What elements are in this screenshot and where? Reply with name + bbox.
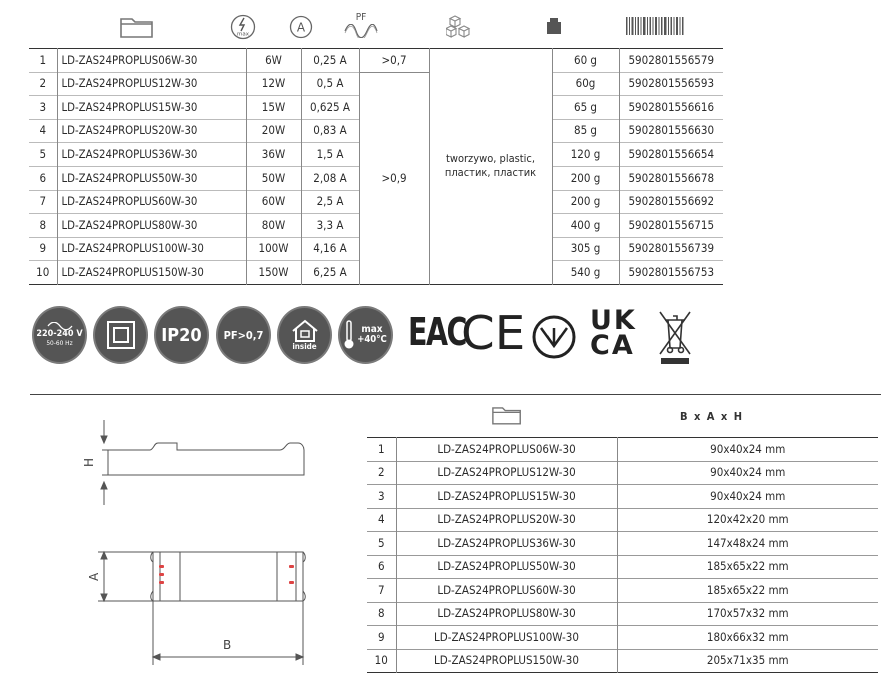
dimensions-table (367, 437, 878, 673)
row-number: 8 (367, 602, 396, 626)
temp-max-label: max (361, 324, 383, 336)
row-number: 1 (377, 441, 385, 456)
table-row (367, 602, 878, 626)
dims-cell: 185x65x22 mm (617, 579, 878, 603)
weee-bin-icon (656, 308, 694, 366)
row-number: 7 (367, 579, 396, 603)
amp-label: A (296, 20, 306, 35)
voltage-sub: 50-60 Hz (46, 339, 73, 348)
ce-mark: CE (461, 306, 526, 360)
table-row (367, 626, 878, 650)
inside-badge (277, 306, 332, 364)
ean-cell: 5902801556616 (619, 96, 723, 120)
weight-cell: 65 g (552, 96, 619, 120)
ean-cell: 5902801556630 (619, 119, 723, 143)
model-cell: LD-ZAS24PROPLUS20W-30 (57, 119, 246, 143)
inside-label: inside (292, 342, 317, 351)
power-cell: 50W (246, 166, 301, 190)
table-row (367, 508, 878, 532)
current-cell: 3,3 A (301, 214, 359, 238)
model-cell: LD-ZAS24PROPLUS12W-30 (396, 461, 617, 485)
weight-cell: 60g (552, 72, 619, 96)
current-cell: 0,83 A (301, 119, 359, 143)
ukca-bottom: CA (590, 330, 635, 361)
table-row (367, 461, 878, 485)
power-cell: 20W (246, 119, 301, 143)
weight-cell: 200 g (552, 166, 619, 190)
voltage-badge (32, 306, 87, 364)
power-cell: 60W (246, 190, 301, 214)
model-cell: LD-ZAS24PROPLUS60W-30 (396, 579, 617, 603)
model-cell: LD-ZAS24PROPLUS60W-30 (57, 190, 246, 214)
pf-badge (216, 306, 271, 364)
weight-cell: 540 g (552, 261, 619, 285)
weight-cell: 120 g (552, 143, 619, 167)
power-max-icon (230, 14, 256, 40)
material-cubes-icon (446, 14, 474, 40)
dims-cell: 170x57x32 mm (617, 602, 878, 626)
pf-cell-merged: >0,9 (359, 72, 429, 284)
row-number: 10 (367, 649, 396, 673)
sine-wave-icon (344, 24, 378, 38)
model-cell: LD-ZAS24PROPLUS15W-30 (57, 96, 246, 120)
ip20-badge (154, 306, 209, 364)
table-row (367, 532, 878, 556)
pf-badge-label: PF>0,7 (223, 328, 264, 342)
dims-header: B x A x H (680, 410, 744, 423)
thermometer-icon (344, 320, 354, 350)
ean-cell: 5902801556654 (619, 143, 723, 167)
power-cell: 15W (246, 96, 301, 120)
section-divider (30, 394, 881, 395)
table-row (29, 72, 723, 96)
model-cell: LD-ZAS24PROPLUS100W-30 (396, 626, 617, 650)
row-number: 9 (29, 237, 57, 261)
power-cell: 100W (246, 237, 301, 261)
ip-label: IP20 (161, 324, 202, 346)
house-icon (290, 319, 320, 343)
model-cell: LD-ZAS24PROPLUS80W-30 (396, 602, 617, 626)
weight-cell: 400 g (552, 214, 619, 238)
ukca-top: UK (590, 305, 637, 336)
current-cell: 4,16 A (301, 237, 359, 261)
row-number: 4 (367, 508, 396, 532)
dims-cell: 120x42x20 mm (617, 508, 878, 532)
current-icon (289, 15, 313, 39)
dims-cell: 185x65x22 mm (617, 555, 878, 579)
class-ii-badge (93, 306, 148, 364)
folder-icon-dims (492, 405, 522, 425)
current-cell: 0,625 A (301, 96, 359, 120)
power-cell: 36W (246, 143, 301, 167)
model-cell: LD-ZAS24PROPLUS36W-30 (57, 143, 246, 167)
current-cell: 6,25 A (301, 261, 359, 285)
row-number: 1 (39, 52, 47, 67)
dims-cell: 90x40x24 mm (617, 438, 878, 462)
model-cell: LD-ZAS24PROPLUS15W-30 (396, 485, 617, 509)
current-cell: 0,5 A (301, 72, 359, 96)
table-row (367, 438, 878, 462)
folder-icon (120, 16, 154, 38)
ean-cell: 5902801556715 (619, 214, 723, 238)
weight-cell: 60 g (552, 49, 619, 73)
row-number: 5 (29, 143, 57, 167)
ean-cell: 5902801556692 (619, 190, 723, 214)
barcode-icon (626, 17, 684, 35)
weight-cell: 200 g (552, 190, 619, 214)
temperature-badge (338, 306, 393, 364)
eac-mark: EAC (408, 310, 466, 354)
row-number: 6 (29, 166, 57, 190)
dimension-drawing (80, 415, 320, 670)
table-row (29, 49, 723, 73)
row-number: 8 (29, 214, 57, 238)
row-number: 10 (29, 261, 57, 285)
specs-table (29, 48, 723, 285)
dims-cell: 180x66x32 mm (617, 626, 878, 650)
dims-cell: 205x71x35 mm (617, 649, 878, 673)
ean-cell: 5902801556739 (619, 237, 723, 261)
model-cell: LD-ZAS24PROPLUS06W-30 (57, 49, 246, 73)
model-cell: LD-ZAS24PROPLUS50W-30 (57, 166, 246, 190)
weight-cell: 305 g (552, 237, 619, 261)
row-number: 6 (367, 555, 396, 579)
dims-cell: 90x40x24 mm (617, 485, 878, 509)
model-cell: LD-ZAS24PROPLUS50W-30 (396, 555, 617, 579)
pf-label: PF (355, 12, 367, 23)
b-label: B (223, 638, 232, 652)
model-cell: LD-ZAS24PROPLUS150W-30 (57, 261, 246, 285)
a-label: A (87, 572, 101, 581)
ukca-mark (590, 305, 637, 361)
ean-cell: 5902801556593 (619, 72, 723, 96)
weight-cell: 85 g (552, 119, 619, 143)
temp-value: +40°C (357, 334, 387, 346)
weight-icon (546, 17, 562, 35)
h-label: H (82, 457, 96, 467)
model-cell: LD-ZAS24PROPLUS80W-30 (57, 214, 246, 238)
table-row (367, 649, 878, 673)
table-row (367, 555, 878, 579)
dims-cell: 147x48x24 mm (617, 532, 878, 556)
model-cell: LD-ZAS24PROPLUS20W-30 (396, 508, 617, 532)
row-number: 3 (29, 96, 57, 120)
power-cell: 12W (246, 72, 301, 96)
ean-cell: 5902801556579 (619, 49, 723, 73)
row-number: 7 (29, 190, 57, 214)
row-number: 3 (367, 485, 396, 509)
dims-cell: 90x40x24 mm (617, 461, 878, 485)
pf-icon (343, 12, 379, 42)
model-cell: LD-ZAS24PROPLUS12W-30 (57, 72, 246, 96)
table-row (367, 485, 878, 509)
ean-cell: 5902801556678 (619, 166, 723, 190)
current-cell: 1,5 A (301, 143, 359, 167)
material-cell: tworzywo, plastic, пластик, пластик (429, 49, 552, 285)
model-cell: LD-ZAS24PROPLUS06W-30 (396, 438, 617, 462)
model-cell: LD-ZAS24PROPLUS100W-30 (57, 237, 246, 261)
row-number: 2 (29, 72, 57, 96)
row-number: 9 (367, 626, 396, 650)
ean-cell: 5902801556753 (619, 261, 723, 285)
power-cell: 6W (246, 49, 301, 73)
double-insulation-icon (106, 320, 136, 350)
model-cell: LD-ZAS24PROPLUS150W-30 (396, 649, 617, 673)
power-cell: 80W (246, 214, 301, 238)
row-number: 2 (367, 461, 396, 485)
max-label: max (237, 31, 249, 38)
voltage-main: 220-240 V (36, 329, 83, 340)
row-number: 5 (367, 532, 396, 556)
pf-cell: >0,7 (359, 49, 429, 73)
table-row (367, 579, 878, 603)
model-cell: LD-ZAS24PROPLUS36W-30 (396, 532, 617, 556)
row-number: 4 (29, 119, 57, 143)
current-cell: 2,08 A (301, 166, 359, 190)
power-cell: 150W (246, 261, 301, 285)
current-cell: 2,5 A (301, 190, 359, 214)
current-cell: 0,25 A (301, 49, 359, 73)
ukraine-conformity-icon (531, 314, 577, 360)
